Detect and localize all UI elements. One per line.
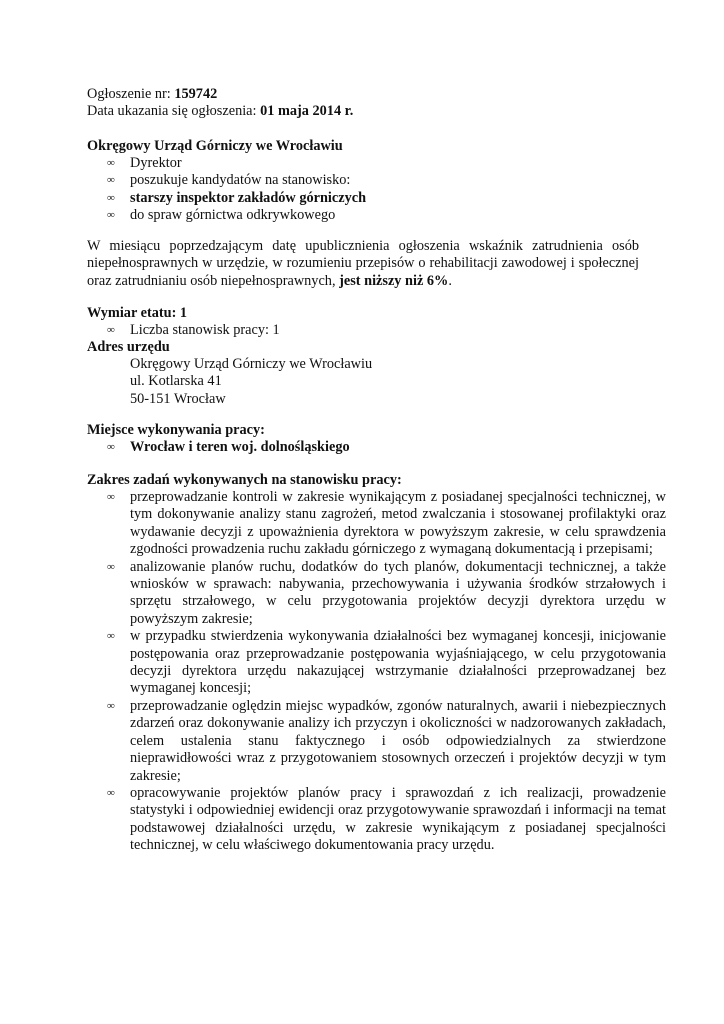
employment-paragraph: W miesiącu poprzedzającym datę upublicznienia ogłoszenia wskaźnik zatrudnienia osób niepełnosprawnych w urzędzie, w rozumieniu przepisów o rehabilitacji zawodowej i społecznej oraz zatrudnianiu osób niepełnosprawnych, jest niższy niż 6%. [87, 238, 639, 289]
announcement-date: Data ukazania się ogłoszenia: 01 maja 2014 r. [87, 103, 354, 119]
bullet-icon: ∞ [107, 491, 115, 503]
bullet-icon: ∞ [107, 441, 115, 453]
list-item: ∞ Wrocław i teren woj. dolnośląskiego [107, 439, 350, 455]
bullet-icon: ∞ [107, 157, 115, 169]
bullet-icon: ∞ [107, 699, 115, 712]
address-heading: Adres urzędu [87, 339, 170, 355]
bullet-icon: ∞ [107, 786, 115, 799]
tasks-list [87, 489, 666, 855]
bullet-icon: ∞ [107, 191, 115, 204]
office-name: Okręgowy Urząd Górniczy we Wrocławiu [87, 138, 343, 154]
bullet-icon: ∞ [107, 324, 115, 336]
list-item: ∞ do spraw górnictwa odkrywkowego [107, 207, 336, 224]
announcement-number: Ogłoszenie nr: 159742 [87, 86, 218, 102]
list-item: ∞ przeprowadzanie oględzin miejsc wypadków, zgonów naturalnych, awarii i niebezpiecznych zdarzeń oraz dokonywanie analizy ich przyczyn i okoliczności w nadzorowanych zakładach, celem ustalenia stanu faktycznego i osób odpowiedzialnych za stwierdzone nieprawidłowości wraz z przygotowaniem stosownych orzeczeń i projektów decyzji w tym zakresie; [107, 697, 666, 784]
etat-list [87, 322, 667, 339]
list-item [87, 190, 667, 207]
position-list [87, 155, 667, 225]
list-item: ∞ w przypadku stwierdzenia wykonywania działalności bez wymaganej koncesji, inicjowanie postępowania oraz przeprowadzanie postępowania wyjaśniającego, w celu przygotowania decyzji dyrektora urzędu nakazującej wstrzymanie działalności przeprowadzanej bez wymaganej koncesji; [107, 628, 666, 697]
announcement-number-value: 159742 [174, 86, 218, 102]
list-item: ∞ opracowywanie projektów planów pracy i sprawozdań z ich realizacji, prowadzenie statystyki i odpowiedniej ewidencji oraz przygotowywanie sprawozdań i informacji na temat podstawowej działalności urzędu, w zakresie wynikającym z posiadanej specjalności technicznej, w celu właściwego dokumentowania pracy urzędu. [107, 784, 666, 854]
list-item: ∞ Dyrektor [107, 155, 182, 171]
bullet-icon: ∞ [107, 560, 115, 573]
list-item: ∞ poszukuje kandydatów na stanowisko: [107, 172, 351, 189]
address-block: Okręgowy Urząd Górniczy we Wrocławiu ul. Kotlarska 41 50-151 Wrocław [130, 356, 373, 407]
position-title: starszy inspektor zakładów górniczych [130, 189, 367, 206]
list-item: ∞ analizowanie planów ruchu, dodatków do tych planów, dokumentacji technicznej, a także wniosków w sprawach: nabywania, przechowywania i używania środków strzałowych i sprzętu strzałowego, w celu przygotowania projektów decyzji dyrektora urzędu w powyższym zakresie; [107, 558, 666, 627]
employment-indicator: jest niższy niż 6% [339, 272, 449, 289]
list-item: ∞ przeprowadzanie kontroli w zakresie wynikającym z posiadanej specjalności technicznej, w tym dokonywanie analizy stanu zagrożeń, metod zwalczania i stosowanej profilaktyki oraz wydawanie decyzji z upoważnienia dyrektora w powyższym zakresie, w celu sprawdzenia zgodności prowadzenia ruchu zakładu górniczego z wymaganą dokumentacją i przepisami; [107, 489, 666, 558]
workplace-heading: Miejsce wykonywania pracy: [87, 422, 265, 438]
bullet-icon: ∞ [107, 630, 115, 643]
list-item: ∞ Liczba stanowisk pracy: 1 [107, 322, 280, 338]
etat-heading: Wymiar etatu: 1 [87, 305, 188, 321]
tasks-heading: Zakres zadań wykonywanych na stanowisku pracy: [87, 472, 402, 488]
bullet-icon: ∞ [107, 174, 115, 187]
announcement-date-value: 01 maja 2014 r. [260, 103, 354, 119]
workplace-list [87, 439, 667, 456]
bullet-icon: ∞ [107, 209, 115, 222]
